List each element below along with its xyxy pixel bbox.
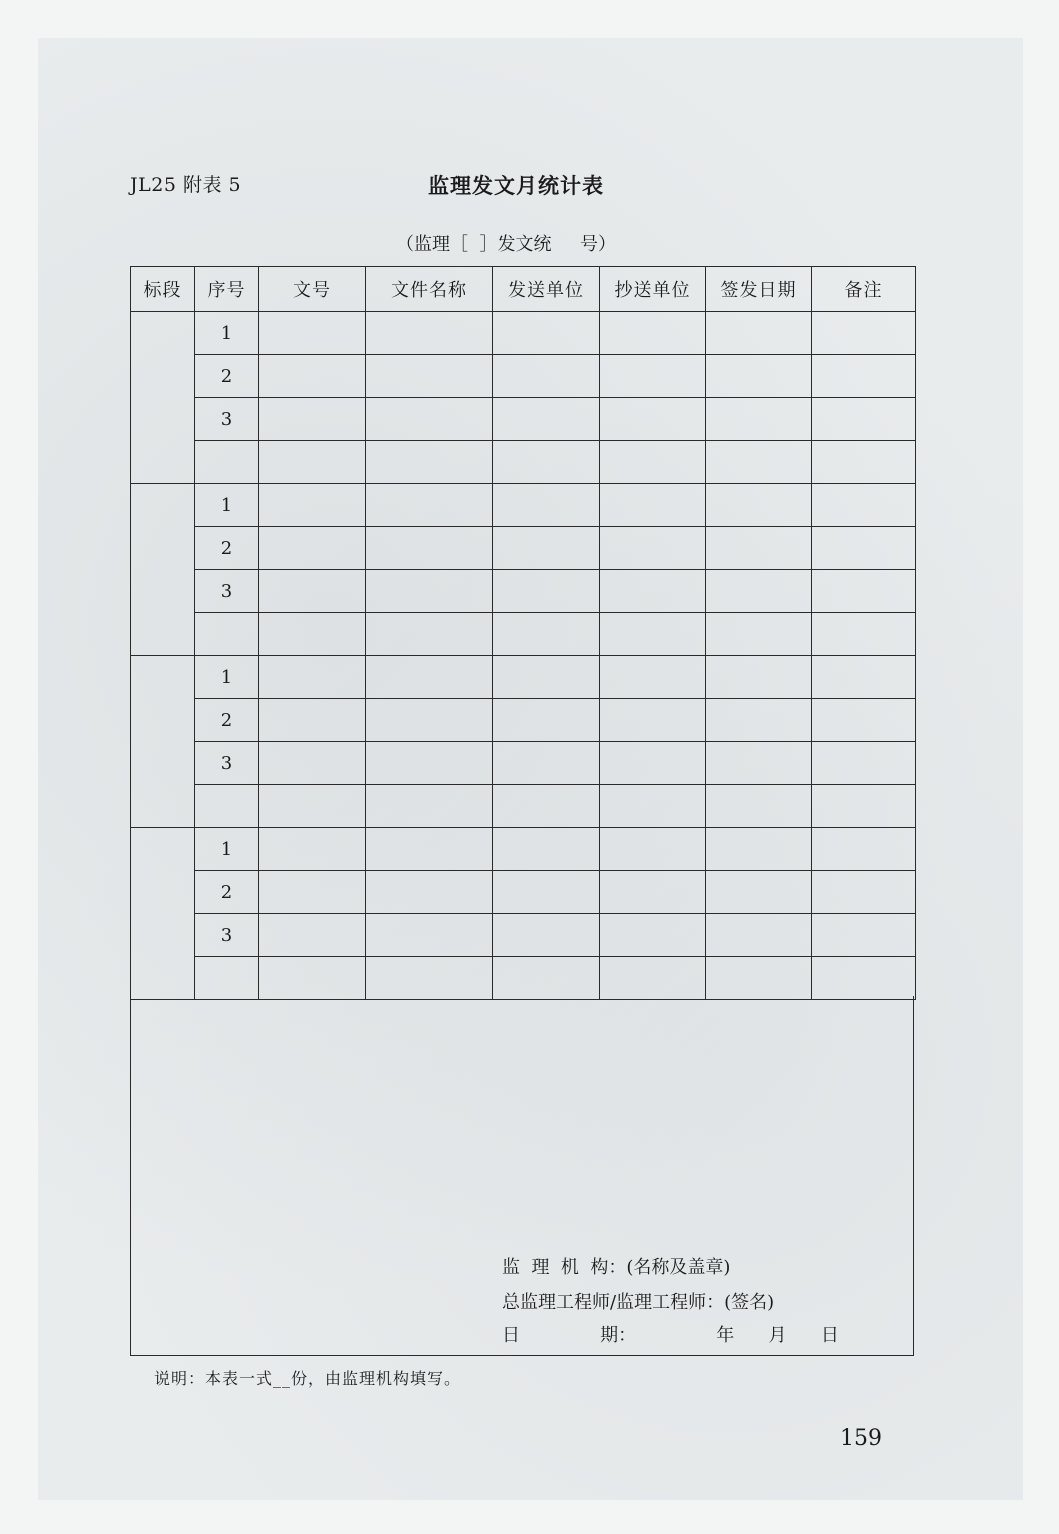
section-cell — [131, 312, 195, 484]
table-cell — [259, 441, 366, 484]
table-cell — [493, 570, 600, 613]
table-cell — [706, 441, 812, 484]
table-cell — [706, 398, 812, 441]
table-cell — [493, 699, 600, 742]
table-cell — [493, 613, 600, 656]
table-cell — [493, 484, 600, 527]
table-cell — [812, 484, 916, 527]
table-row — [131, 957, 916, 1000]
footnote: 说明：本表一式__份，由监理机构填写。 — [154, 1369, 462, 1388]
table-cell — [812, 441, 916, 484]
table-cell — [706, 656, 812, 699]
table-cell — [366, 699, 493, 742]
table-cell — [366, 613, 493, 656]
table-cell — [259, 527, 366, 570]
table-cell — [812, 785, 916, 828]
table-cell — [366, 312, 493, 355]
table-cell — [706, 828, 812, 871]
table-cell — [493, 785, 600, 828]
table-cell — [600, 570, 706, 613]
table-cell — [600, 785, 706, 828]
form-code: JL25 附表 5 — [130, 174, 242, 196]
table-row — [131, 656, 916, 699]
table-cell — [600, 398, 706, 441]
table-cell — [600, 441, 706, 484]
table-cell — [366, 484, 493, 527]
table-cell — [366, 570, 493, 613]
header-doc-title: 文件名称 — [366, 267, 493, 312]
serial-cell: 2 — [195, 871, 259, 914]
table-cell — [706, 355, 812, 398]
table-cell — [493, 527, 600, 570]
table-cell — [493, 656, 600, 699]
table-cell — [706, 312, 812, 355]
table-row — [131, 570, 916, 613]
table-cell — [366, 742, 493, 785]
serial-cell — [195, 785, 259, 828]
serial-cell: 3 — [195, 398, 259, 441]
section-cell — [131, 656, 195, 828]
table-cell — [366, 355, 493, 398]
serial-cell — [195, 613, 259, 656]
table-cell — [706, 699, 812, 742]
date-line: 日 期： 年 月 日 — [502, 1325, 839, 1346]
table-cell — [706, 613, 812, 656]
table-cell — [493, 828, 600, 871]
table-cell — [259, 570, 366, 613]
table-cell — [259, 742, 366, 785]
table-cell — [812, 828, 916, 871]
table-cell — [706, 914, 812, 957]
table-cell — [366, 871, 493, 914]
serial-number-line: （监理［ ］发文统 号） — [396, 234, 617, 255]
table-cell — [600, 699, 706, 742]
table-cell — [600, 742, 706, 785]
table-header-row — [131, 267, 916, 312]
header-cc: 抄送单位 — [600, 267, 706, 312]
table-cell — [706, 785, 812, 828]
header-serial: 序号 — [195, 267, 259, 312]
supervision-org-line: 监 理 机 构：(名称及盖章) — [502, 1257, 731, 1278]
table-cell — [259, 785, 366, 828]
table-cell — [259, 355, 366, 398]
serial-cell: 1 — [195, 828, 259, 871]
table-cell — [600, 957, 706, 1000]
table-cell — [493, 914, 600, 957]
table-cell — [706, 527, 812, 570]
serial-cell: 2 — [195, 355, 259, 398]
table-cell — [366, 785, 493, 828]
table-cell — [366, 441, 493, 484]
table-cell — [259, 699, 366, 742]
table-cell — [259, 957, 366, 1000]
table-cell — [259, 613, 366, 656]
serial-cell: 1 — [195, 312, 259, 355]
table-row — [131, 699, 916, 742]
dispatch-statistics-table — [130, 266, 916, 1000]
table-row — [131, 828, 916, 871]
table-cell — [366, 656, 493, 699]
table-cell — [706, 742, 812, 785]
table-cell — [259, 656, 366, 699]
table-cell — [812, 656, 916, 699]
table-cell — [812, 398, 916, 441]
table-cell — [600, 527, 706, 570]
table-cell — [493, 871, 600, 914]
table-cell — [493, 355, 600, 398]
serial-cell — [195, 441, 259, 484]
table-row — [131, 742, 916, 785]
table-cell — [600, 484, 706, 527]
table-row — [131, 312, 916, 355]
table-cell — [812, 312, 916, 355]
table-cell — [600, 613, 706, 656]
table-cell — [600, 656, 706, 699]
table-cell — [366, 527, 493, 570]
table-cell — [812, 699, 916, 742]
table-cell — [600, 312, 706, 355]
table-row — [131, 613, 916, 656]
table-row — [131, 441, 916, 484]
header-section: 标段 — [131, 267, 195, 312]
table-cell — [812, 914, 916, 957]
table-cell — [493, 398, 600, 441]
table-cell — [493, 441, 600, 484]
serial-cell: 1 — [195, 656, 259, 699]
table-cell — [706, 957, 812, 1000]
table-cell — [812, 570, 916, 613]
table-cell — [259, 398, 366, 441]
header-remarks: 备注 — [812, 267, 916, 312]
page-number: 159 — [840, 1426, 882, 1451]
serial-cell: 3 — [195, 570, 259, 613]
table-cell — [706, 484, 812, 527]
table-cell — [259, 828, 366, 871]
table-row — [131, 527, 916, 570]
table-cell — [493, 312, 600, 355]
header-issue-date: 签发日期 — [706, 267, 812, 312]
table-cell — [366, 914, 493, 957]
serial-cell: 2 — [195, 527, 259, 570]
form-title: 监理发文月统计表 — [428, 173, 604, 198]
table-row — [131, 398, 916, 441]
table-cell — [600, 914, 706, 957]
table-cell — [812, 613, 916, 656]
table-cell — [706, 570, 812, 613]
section-cell — [131, 484, 195, 656]
table-cell — [812, 957, 916, 1000]
table-row — [131, 914, 916, 957]
table-cell — [812, 871, 916, 914]
table-cell — [812, 355, 916, 398]
table-cell — [493, 742, 600, 785]
table-row — [131, 785, 916, 828]
table-cell — [493, 957, 600, 1000]
table-cell — [600, 828, 706, 871]
table-cell — [259, 871, 366, 914]
engineer-signature-line: 总监理工程师/监理工程师：(签名) — [502, 1292, 775, 1313]
table-cell — [812, 742, 916, 785]
table-cell — [812, 527, 916, 570]
table-cell — [366, 957, 493, 1000]
section-cell — [131, 828, 195, 1000]
table-row — [131, 484, 916, 527]
table-cell — [259, 914, 366, 957]
table-cell — [366, 398, 493, 441]
table-cell — [600, 871, 706, 914]
table-cell — [366, 828, 493, 871]
table-cell — [706, 871, 812, 914]
serial-cell: 1 — [195, 484, 259, 527]
serial-cell — [195, 957, 259, 1000]
table-cell — [600, 355, 706, 398]
serial-cell: 2 — [195, 699, 259, 742]
header-sender: 发送单位 — [493, 267, 600, 312]
header-doc-number: 文号 — [259, 267, 366, 312]
table-cell — [259, 312, 366, 355]
serial-cell: 3 — [195, 742, 259, 785]
table-row — [131, 355, 916, 398]
serial-cell: 3 — [195, 914, 259, 957]
table-cell — [259, 484, 366, 527]
table-row — [131, 871, 916, 914]
